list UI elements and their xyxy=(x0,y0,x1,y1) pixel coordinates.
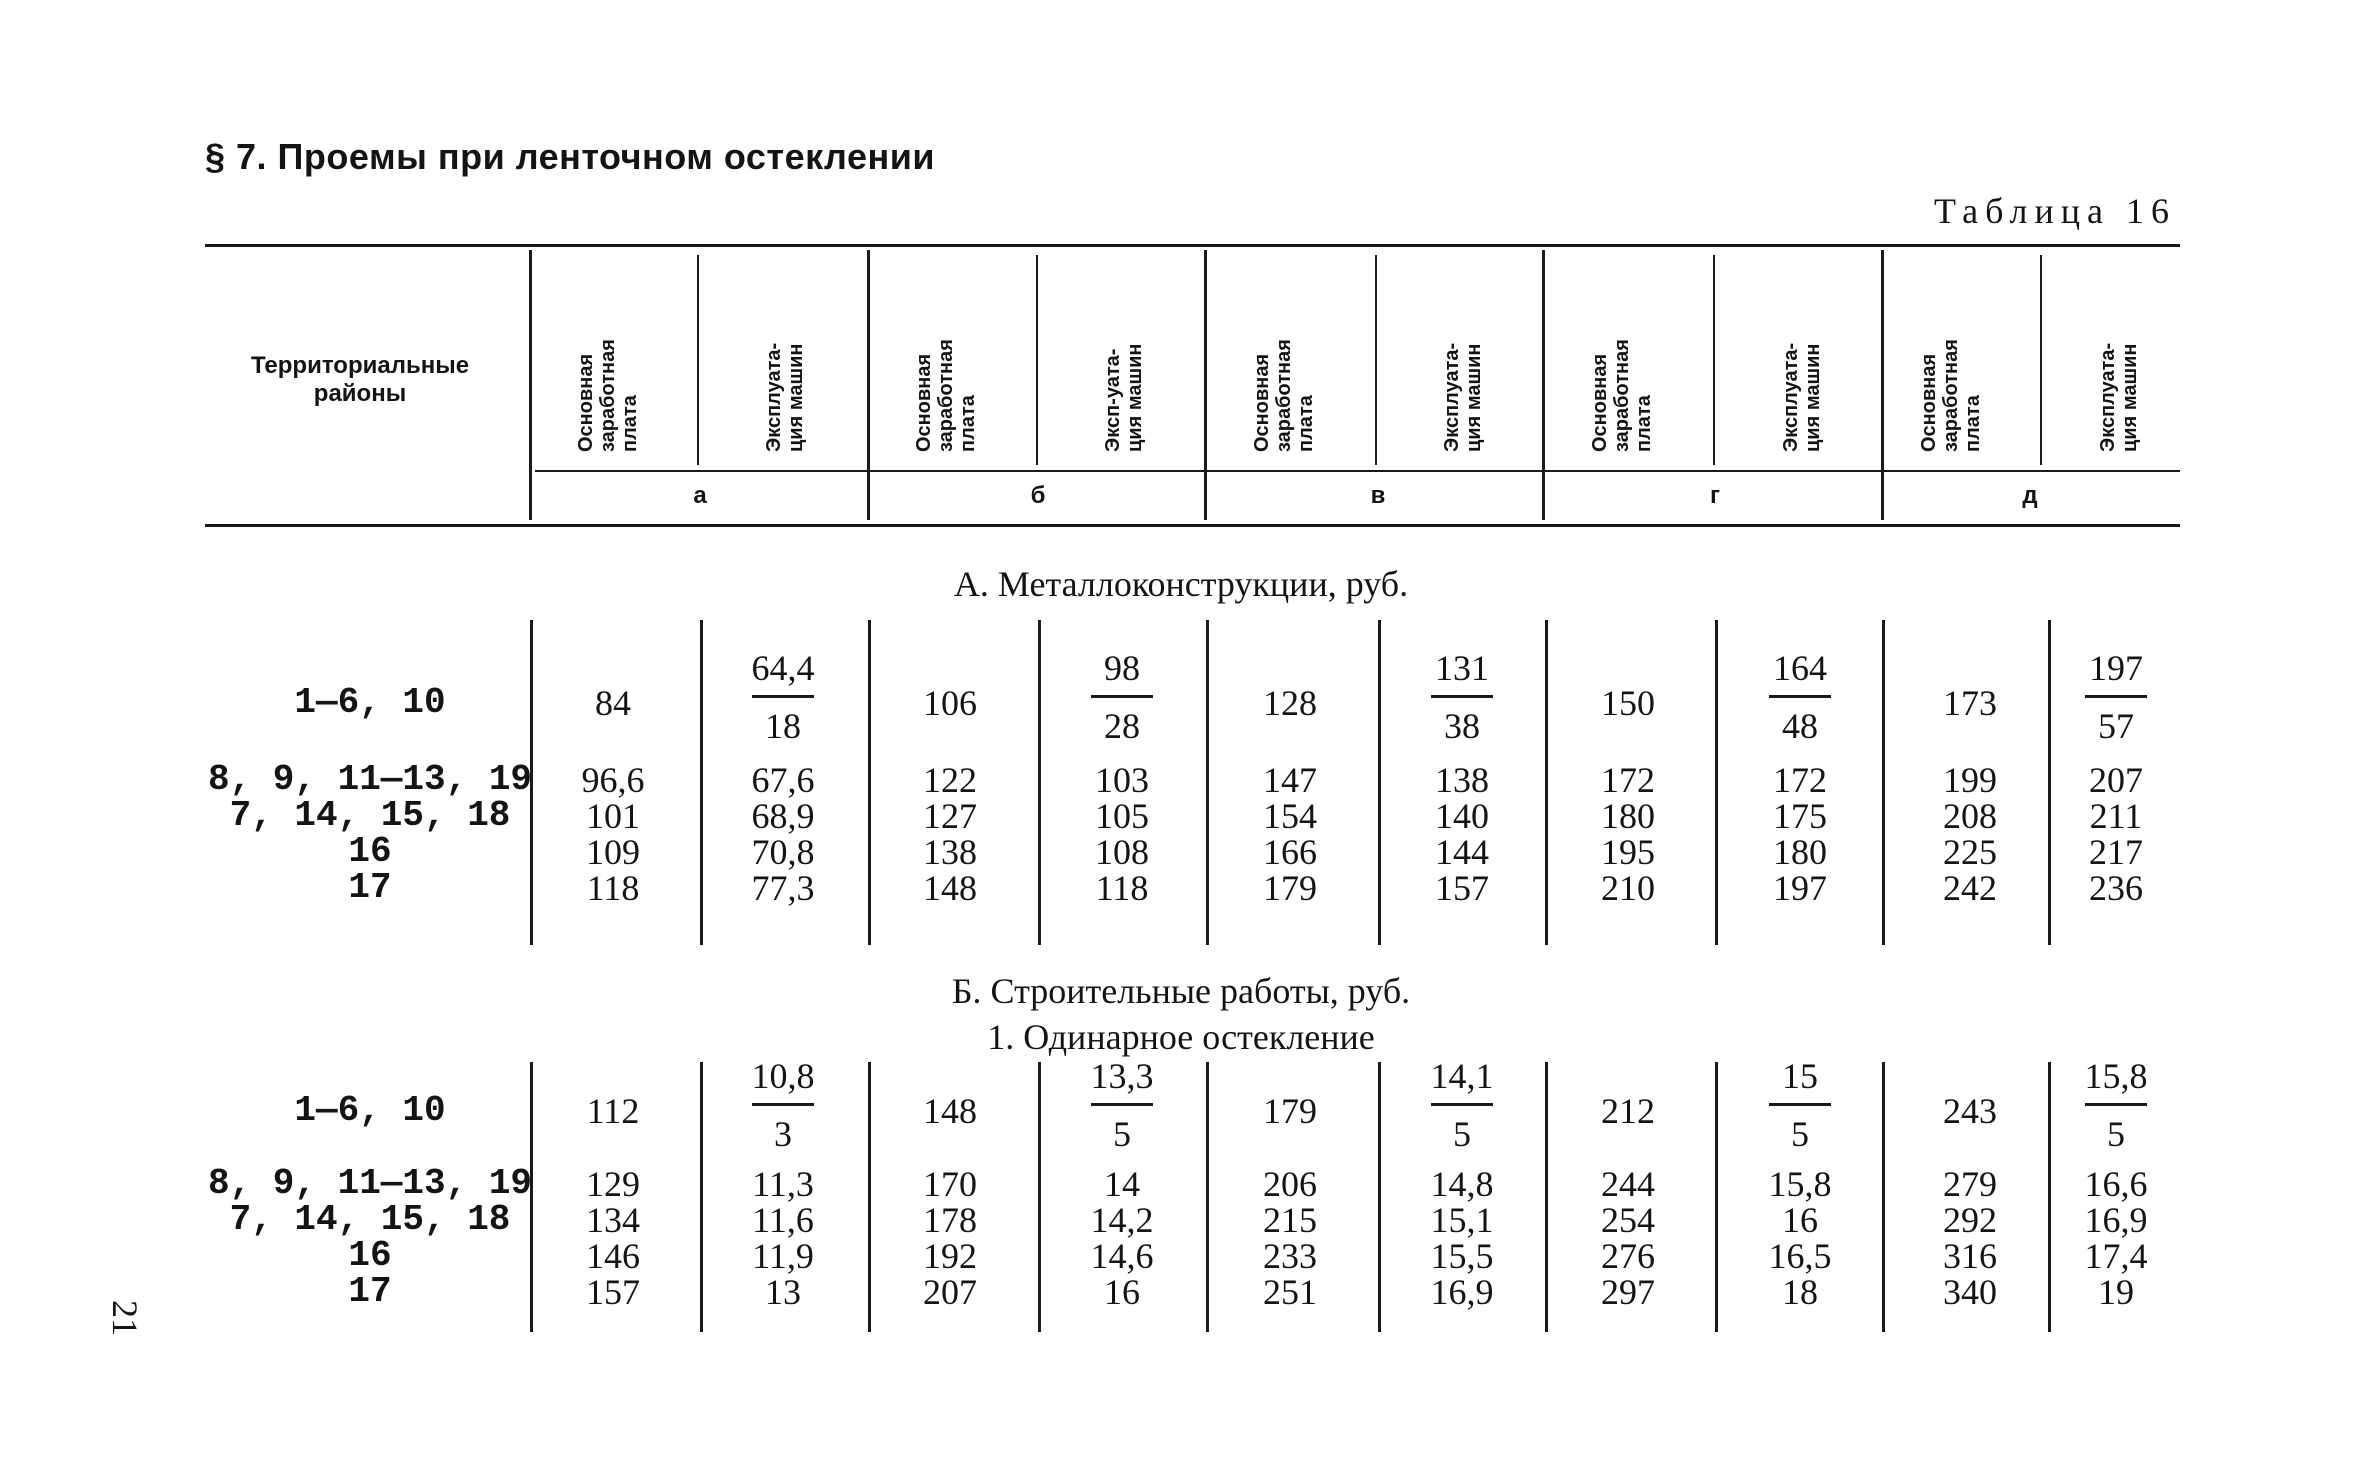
fraction-denominator: 5 xyxy=(1113,1114,1131,1154)
cell-value: 68,9 xyxy=(751,796,815,836)
region-label: 7, 14, 15, 18 xyxy=(229,795,511,836)
cell-value: 19 xyxy=(2098,1272,2134,1312)
fraction-numerator: 64,4 xyxy=(751,648,815,688)
header-divider xyxy=(697,255,699,465)
cell-value: 15,1 xyxy=(1430,1200,1494,1240)
group-letter: в xyxy=(1370,482,1386,509)
cell-value: 172 xyxy=(1773,760,1827,800)
cell-value: 147 xyxy=(1263,760,1317,800)
cell-value: 77,3 xyxy=(751,868,815,908)
col-header-machines: Эксплуата- ция машин xyxy=(1441,342,1485,452)
col-header-wages: Основная заработная плата xyxy=(575,339,641,452)
fraction-bar xyxy=(752,695,814,698)
cell-value: 215 xyxy=(1263,1200,1317,1240)
cell-value: 14,8 xyxy=(1430,1164,1494,1204)
body-divider xyxy=(1038,1062,1041,1332)
body-divider xyxy=(1715,1062,1718,1332)
body-divider xyxy=(1206,1062,1209,1332)
cell-value: 154 xyxy=(1263,796,1317,836)
cell-value: 195 xyxy=(1601,832,1655,872)
cell-value: 118 xyxy=(1095,868,1149,908)
cell-value: 16 xyxy=(1782,1200,1818,1240)
territory-header: Территориальные районы xyxy=(250,352,470,407)
cell-value: 242 xyxy=(1943,868,1997,908)
fraction-numerator: 131 xyxy=(1435,648,1489,688)
fraction-denominator: 57 xyxy=(2098,706,2134,746)
region-label: 16 xyxy=(348,831,392,872)
table-top-rule xyxy=(205,244,2180,247)
region-label: 7, 14, 15, 18 xyxy=(229,1199,511,1240)
cell-value: 127 xyxy=(923,796,977,836)
header-divider xyxy=(1881,250,1884,520)
fraction-denominator: 5 xyxy=(1453,1114,1471,1154)
fraction-denominator: 48 xyxy=(1782,706,1818,746)
section-a-title: А. Металлоконструкции, руб. xyxy=(953,564,1409,604)
cell-value: 138 xyxy=(923,832,977,872)
fraction-numerator: 197 xyxy=(2089,648,2143,688)
header-divider xyxy=(1375,255,1377,465)
cell-value: 16,9 xyxy=(1430,1272,1494,1312)
cell-value: 150 xyxy=(1601,683,1655,723)
fraction-bar xyxy=(2085,1103,2147,1106)
body-divider xyxy=(1715,620,1718,945)
body-divider xyxy=(700,620,703,945)
fraction-bar xyxy=(1431,695,1493,698)
col-header-machines: Эксплуата- ция машин xyxy=(2097,342,2141,452)
fraction-denominator: 28 xyxy=(1104,706,1140,746)
col-header-wages: Основная заработная плата xyxy=(1251,339,1317,452)
cell-value: 251 xyxy=(1263,1272,1317,1312)
region-label: 8, 9, 11—13, 19 xyxy=(207,1163,533,1204)
cell-value: 172 xyxy=(1601,760,1655,800)
cell-value: 140 xyxy=(1435,796,1489,836)
cell-value: 16,6 xyxy=(2084,1164,2148,1204)
fraction-cell xyxy=(2071,1058,2161,1152)
cell-value: 233 xyxy=(1263,1236,1317,1276)
cell-value: 129 xyxy=(586,1164,640,1204)
cell-value: 122 xyxy=(923,760,977,800)
cell-value: 96,6 xyxy=(581,760,645,800)
cell-value: 108 xyxy=(1095,832,1149,872)
fraction-numerator: 14,1 xyxy=(1430,1056,1494,1096)
cell-value: 70,8 xyxy=(751,832,815,872)
cell-value: 316 xyxy=(1943,1236,1997,1276)
cell-value: 138 xyxy=(1435,760,1489,800)
cell-value: 103 xyxy=(1095,760,1149,800)
cell-value: 179 xyxy=(1263,868,1317,908)
header-bottom-rule xyxy=(205,524,2180,527)
cell-value: 210 xyxy=(1601,868,1655,908)
cell-value: 157 xyxy=(586,1272,640,1312)
cell-value: 112 xyxy=(586,1091,640,1131)
cell-value: 206 xyxy=(1263,1164,1317,1204)
group-letter: г xyxy=(1710,482,1720,509)
cell-value: 14 xyxy=(1104,1164,1140,1204)
table-label: Таблица 16 xyxy=(1934,191,2176,231)
cell-value: 175 xyxy=(1773,796,1827,836)
cell-value: 118 xyxy=(586,868,640,908)
fraction-numerator: 10,8 xyxy=(751,1056,815,1096)
fraction-bar xyxy=(1091,695,1153,698)
cell-value: 199 xyxy=(1943,760,1997,800)
cell-value: 243 xyxy=(1943,1091,1997,1131)
body-divider xyxy=(1206,620,1209,945)
header-sub-rule xyxy=(535,470,2180,472)
body-divider xyxy=(700,1062,703,1332)
fraction-cell xyxy=(1417,650,1507,744)
cell-value: 173 xyxy=(1943,683,1997,723)
cell-value: 106 xyxy=(923,683,977,723)
body-divider xyxy=(1378,620,1381,945)
cell-value: 276 xyxy=(1601,1236,1655,1276)
cell-value: 292 xyxy=(1943,1200,1997,1240)
region-label: 17 xyxy=(348,867,392,908)
cell-value: 146 xyxy=(586,1236,640,1276)
fraction-bar xyxy=(1431,1103,1493,1106)
cell-value: 17,4 xyxy=(2084,1236,2148,1276)
cell-value: 254 xyxy=(1601,1200,1655,1240)
page-number: 21 xyxy=(105,1300,145,1336)
header-divider xyxy=(1036,255,1038,465)
group-letter: б xyxy=(1030,482,1046,509)
fraction-bar xyxy=(1769,1103,1831,1106)
section-b-title: Б. Строительные работы, руб. xyxy=(951,971,1411,1011)
cell-value: 128 xyxy=(1263,683,1317,723)
cell-value: 180 xyxy=(1773,832,1827,872)
cell-value: 13 xyxy=(765,1272,801,1312)
cell-value: 14,6 xyxy=(1090,1236,1154,1276)
fraction-numerator: 15,8 xyxy=(2084,1056,2148,1096)
fraction-bar xyxy=(1091,1103,1153,1106)
cell-value: 225 xyxy=(1943,832,1997,872)
fraction-bar xyxy=(1769,695,1831,698)
body-divider xyxy=(1882,620,1885,945)
cell-value: 18 xyxy=(1782,1272,1818,1312)
cell-value: 109 xyxy=(586,832,640,872)
fraction-bar xyxy=(752,1103,814,1106)
cell-value: 217 xyxy=(2089,832,2143,872)
col-header-wages: Основная заработная плата xyxy=(1589,339,1655,452)
fraction-cell xyxy=(1755,650,1845,744)
region-label: 8, 9, 11—13, 19 xyxy=(207,759,533,800)
cell-value: 16,9 xyxy=(2084,1200,2148,1240)
fraction-denominator: 38 xyxy=(1444,706,1480,746)
body-divider xyxy=(1378,1062,1381,1332)
cell-value: 16 xyxy=(1104,1272,1140,1312)
cell-value: 105 xyxy=(1095,796,1149,836)
header-divider xyxy=(2040,255,2042,465)
cell-value: 179 xyxy=(1263,1091,1317,1131)
fraction-denominator: 5 xyxy=(2107,1114,2125,1154)
cell-value: 14,2 xyxy=(1090,1200,1154,1240)
body-divider xyxy=(2048,620,2051,945)
cell-value: 197 xyxy=(1773,868,1827,908)
fraction-cell xyxy=(738,650,828,744)
fraction-denominator: 3 xyxy=(774,1114,792,1154)
fraction-numerator: 15 xyxy=(1782,1056,1818,1096)
fraction-cell xyxy=(738,1058,828,1152)
header-divider xyxy=(867,250,870,520)
cell-value: 148 xyxy=(923,1091,977,1131)
fraction-cell xyxy=(1077,650,1167,744)
cell-value: 207 xyxy=(2089,760,2143,800)
body-divider xyxy=(868,1062,871,1332)
cell-value: 67,6 xyxy=(751,760,815,800)
cell-value: 212 xyxy=(1601,1091,1655,1131)
header-divider xyxy=(1542,250,1545,520)
fraction-numerator: 98 xyxy=(1104,648,1140,688)
cell-value: 192 xyxy=(923,1236,977,1276)
fraction-bar xyxy=(2085,695,2147,698)
header-divider xyxy=(529,250,532,520)
body-divider xyxy=(1545,1062,1548,1332)
group-letter: а xyxy=(693,482,707,509)
cell-value: 134 xyxy=(586,1200,640,1240)
header-divider xyxy=(1204,250,1207,520)
col-header-machines: Эксп-уата- ция машин xyxy=(1102,343,1146,452)
cell-value: 211 xyxy=(2089,796,2143,836)
fraction-cell xyxy=(2071,650,2161,744)
col-header-machines: Эксплуата- ция машин xyxy=(763,342,807,452)
cell-value: 166 xyxy=(1263,832,1317,872)
cell-value: 15,5 xyxy=(1430,1236,1494,1276)
cell-value: 11,9 xyxy=(752,1236,814,1276)
cell-value: 279 xyxy=(1943,1164,1997,1204)
col-header-wages: Основная заработная плата xyxy=(1918,339,1984,452)
region-label: 1—6, 10 xyxy=(294,1090,446,1131)
col-header-wages: Основная заработная плата xyxy=(913,339,979,452)
header-divider xyxy=(1713,255,1715,465)
fraction-numerator: 13,3 xyxy=(1090,1056,1154,1096)
fraction-cell xyxy=(1417,1058,1507,1152)
body-divider xyxy=(2048,1062,2051,1332)
region-label: 17 xyxy=(348,1271,392,1312)
cell-value: 15,8 xyxy=(1768,1164,1832,1204)
cell-value: 170 xyxy=(923,1164,977,1204)
cell-value: 16,5 xyxy=(1768,1236,1832,1276)
cell-value: 208 xyxy=(1943,796,1997,836)
fraction-cell xyxy=(1755,1058,1845,1152)
cell-value: 297 xyxy=(1601,1272,1655,1312)
body-divider xyxy=(868,620,871,945)
body-divider xyxy=(1038,620,1041,945)
col-header-machines: Эксплуата- ция машин xyxy=(1780,342,1824,452)
cell-value: 178 xyxy=(923,1200,977,1240)
body-divider xyxy=(1545,620,1548,945)
cell-value: 148 xyxy=(923,868,977,908)
cell-value: 340 xyxy=(1943,1272,1997,1312)
fraction-denominator: 18 xyxy=(765,706,801,746)
cell-value: 157 xyxy=(1435,868,1489,908)
cell-value: 236 xyxy=(2089,868,2143,908)
section-b-subtitle: 1. Одинарное остекление xyxy=(987,1017,1375,1057)
region-label: 16 xyxy=(348,1235,392,1276)
cell-value: 84 xyxy=(595,683,631,723)
cell-value: 11,6 xyxy=(752,1200,814,1240)
fraction-cell xyxy=(1077,1058,1167,1152)
cell-value: 11,3 xyxy=(752,1164,814,1204)
fraction-denominator: 5 xyxy=(1791,1114,1809,1154)
cell-value: 144 xyxy=(1435,832,1489,872)
section-title: § 7. Проемы при ленточном остеклении xyxy=(205,136,935,177)
cell-value: 101 xyxy=(586,796,640,836)
body-divider xyxy=(1882,1062,1885,1332)
region-label: 1—6, 10 xyxy=(294,682,446,723)
group-letter: д xyxy=(2022,482,2038,509)
cell-value: 180 xyxy=(1601,796,1655,836)
fraction-numerator: 164 xyxy=(1773,648,1827,688)
cell-value: 207 xyxy=(923,1272,977,1312)
cell-value: 244 xyxy=(1601,1164,1655,1204)
